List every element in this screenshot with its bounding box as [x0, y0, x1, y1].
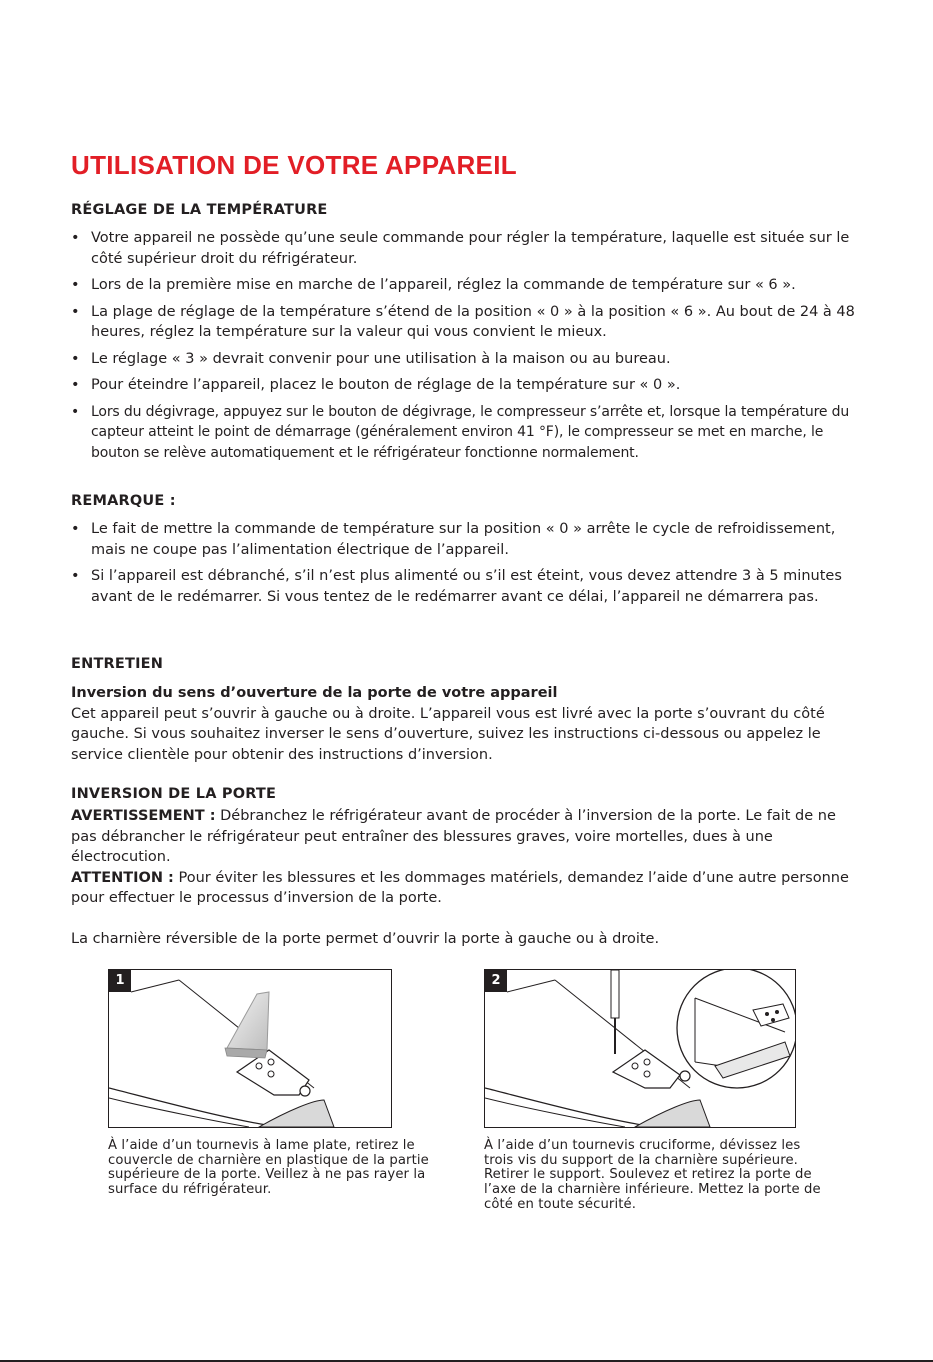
caution-paragraph	[71, 868, 861, 909]
temperature-heading: RÉGLAGE DE LA TEMPÉRATURE	[71, 202, 328, 218]
hinge-paragraph: La charnière réversible de la porte permet d’ouvrir la porte à gauche ou à droite.	[71, 930, 660, 947]
caution-text: Pour éviter les blessures et les dommages matériels, demandez l’aide d’une autre personne pour effectuer le processus d’inversion de la porte.	[71, 869, 849, 906]
step-number-badge: 1	[109, 970, 131, 992]
hinge-bracket-removal-drawing	[485, 970, 795, 1127]
note-heading: REMARQUE :	[71, 493, 176, 509]
warning-text: Débranchez le réfrigérateur avant de procéder à l’inversion de la porte. Le fait de ne pas débrancher le réfrigérateur peut entraîner des blessures graves, voire mortelles, dues à une électrocution.	[71, 808, 836, 865]
list-item: • La plage de réglage de la température s’étend de la position « 0 » à la position « 6 ». Au bout de 24 à 48 heures, réglez la température sur la valeur qui vous convient le mieux.	[71, 302, 871, 343]
step-number-badge: 2	[485, 970, 507, 992]
page-title: UTILISATION DE VOTRE APPAREIL	[71, 150, 517, 180]
door-body	[71, 806, 861, 949]
warning-label: AVERTISSEMENT :	[71, 808, 216, 824]
list-item: • Pour éteindre l’appareil, placez le bouton de réglage de la température sur « 0 ».	[71, 375, 871, 396]
maintenance-heading: ENTRETIEN	[71, 656, 164, 672]
maintenance-subheading: Inversion du sens d’ouverture de la porte de votre appareil	[71, 685, 558, 701]
list-item: • Lors de la première mise en marche de l’appareil, réglez la commande de température sur « 6 ».	[71, 275, 871, 296]
list-item: • Le réglage « 3 » devrait convenir pour une utilisation à la maison ou au bureau.	[71, 349, 871, 370]
list-item: • Lors du dégivrage, appuyez sur le bouton de dégivrage, le compresseur s’arrête et, lorsque la température du capteur atteint le point de démarrage (généralement environ 41 °F), le compresseur se met en marche, le bouton se relève automatiquement et le réfrigérateur fonctionne normalement.	[71, 402, 871, 464]
step-1-illustration	[108, 969, 392, 1128]
maintenance-paragraph: Cet appareil peut s’ouvrir à gauche ou à droite. L’appareil vous est livré avec la porte s’ouvrant du côté gauche. Si vous souhaitez inverser le sens d’ouverture, suivez les instructions ci-dessous ou appelez le service clientèle pour obtenir des instructions d’inversion.	[71, 705, 825, 763]
temperature-list	[71, 228, 871, 469]
step-2-illustration	[484, 969, 796, 1128]
hinge-cover-removal-drawing	[109, 970, 391, 1127]
warning-paragraph	[71, 806, 861, 868]
list-item: • Votre appareil ne possède qu’une seule commande pour régler la température, laquelle est située sur le côté supérieur droit du réfrigérateur.	[71, 228, 871, 269]
note-list	[71, 519, 871, 613]
caution-label: ATTENTION :	[71, 869, 174, 886]
list-item: • Le fait de mettre la commande de température sur la position « 0 » arrête le cycle de refroidissement, mais ne coupe pas l’alimentation électrique de l’appareil.	[71, 519, 871, 560]
step-1-caption: À l’aide d’un tournevis à lame plate, retirez le couvercle de charnière en plastique de la partie supérieure de la porte. Veillez à ne pas rayer la surface du réfrigérateur.	[108, 1138, 429, 1198]
door-heading: INVERSION DE LA PORTE	[71, 786, 277, 802]
step-2-caption: À l’aide d’un tournevis cruciforme, dévissez les trois vis du support de la charnière supérieure. Retirer le support. Soulevez et retirez la porte de l’axe de la charnière inférieure. Mettez la porte de côté en toute sécurité.	[484, 1138, 821, 1212]
list-item: • Si l’appareil est débranché, s’il n’est plus alimenté ou s’il est éteint, vous devez attendre 3 à 5 minutes avant de le redémarrer. Si vous tentez de le redémarrer avant ce délai, l’appareil ne démarrera pas.	[71, 566, 871, 607]
maintenance-body	[71, 683, 861, 765]
